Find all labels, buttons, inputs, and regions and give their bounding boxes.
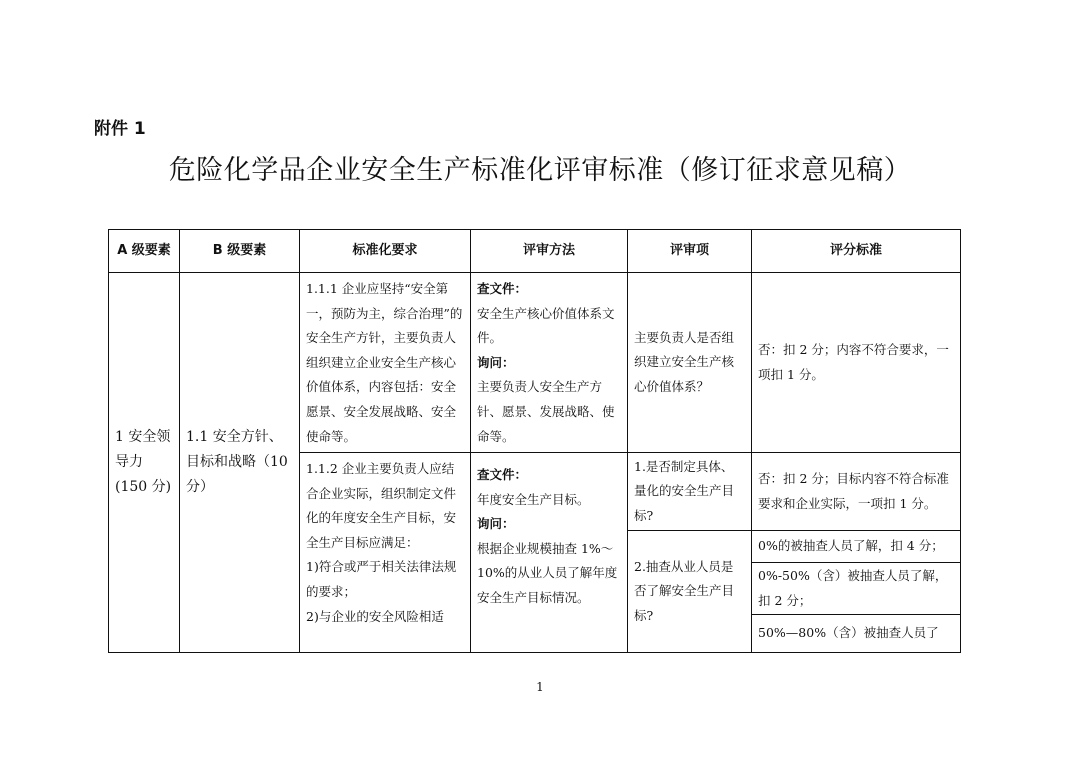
requirement-line: 1)符合或严于相关法律法规的要求； [306,559,457,599]
attachment-label: 附件 1 [94,119,146,139]
method-ask-text: 根据企业规模抽查 1%～10%的从业人员了解年度安全生产目标情况。 [477,540,618,605]
method-check-label: 查文件： [477,467,528,482]
method-ask-label: 询问： [477,516,515,532]
requirement-cell: 1.1.1 企业应坚持“安全第一，预防为主，综合治理”的安全生产方针，主要负责人组织建立企业安全生产核心价值体系，内容包括：安全愿景、安全发展战略、安全使命等。 [300,273,471,453]
method-check-label: 查文件： [477,281,528,296]
table-header-row [109,230,961,273]
b-element-cell: 1.1 安全方针、目标和战略（10 分） [180,273,300,653]
header-score: 评分标准 [752,230,961,273]
header-item: 评审项 [628,230,752,273]
score-cell: 否：扣 2 分；目标内容不符合标准要求和企业实际，一项扣 1 分。 [752,453,961,531]
method-ask-label: 询问： [477,354,515,370]
score-cell: 50%—80%（含）被抽查人员了 [752,615,961,653]
a-element-cell: 1 安全领导力 (150 分) [109,273,180,653]
header-method: 评审方法 [471,230,628,273]
document-title: 危险化学品企业安全生产标准化评审标准（修订征求意见稿） [168,155,912,186]
item-cell: 主要负责人是否组织建立安全生产核心价值体系？ [628,273,752,453]
item-cell: 2.抽查从业人员是否了解安全生产目标? [628,531,752,653]
item-cell: 1.是否制定具体、量化的安全生产目标? [628,453,752,531]
table-row [109,273,961,453]
score-cell: 否：扣 2 分；内容不符合要求，一项扣 1 分。 [752,273,961,453]
method-ask-text: 主要负责人安全生产方针、愿景、发展战略、使命等。 [477,379,615,444]
method-cell [471,453,628,653]
header-b-element: B 级要素 [180,230,300,273]
page-number: 1 [536,680,544,694]
requirement-cell [300,453,471,653]
method-check-text: 安全生产核心价值体系文件。 [477,305,615,346]
score-cell: 0%-50%（含）被抽查人员了解，扣 2 分； [752,563,961,615]
requirement-line: 1.1.2 企业主要负责人应结合企业实际，组织制定文件化的年度安全生产目标，安全生产目标应满足： [306,461,457,550]
method-cell [471,273,628,453]
header-a-element: A 级要素 [109,230,180,273]
header-requirement: 标准化要求 [300,230,471,273]
requirement-line: 2)与企业的安全风险相适 [306,608,444,624]
method-check-text: 年度安全生产目标。 [477,491,590,507]
standards-table [108,229,961,653]
score-cell: 0%的被抽查人员了解，扣 4 分； [752,531,961,563]
